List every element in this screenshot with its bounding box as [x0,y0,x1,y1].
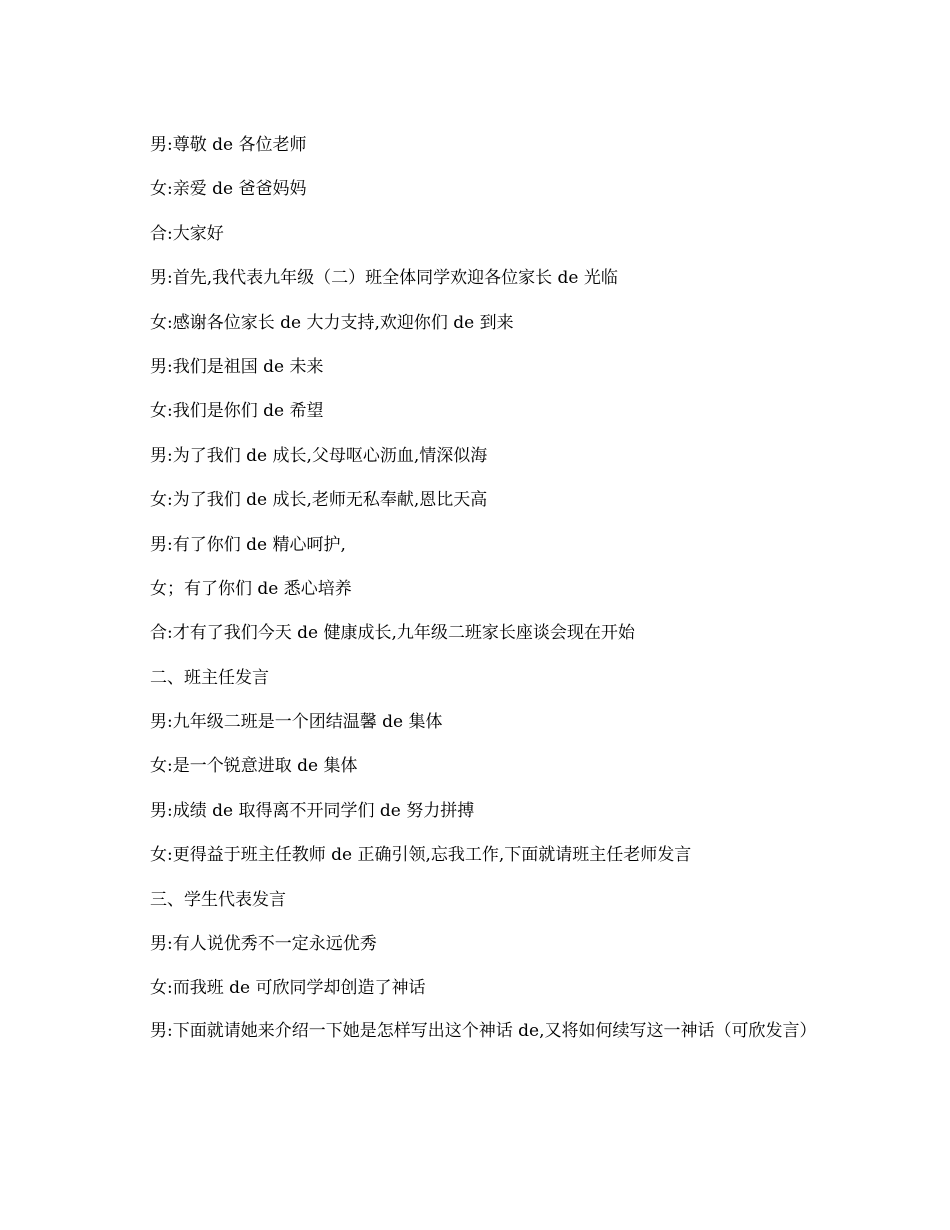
dialogue-paragraph: 男:下面就请她来介绍一下她是怎样写出这个神话 de,又将如何续写这一神话（可欣发言） [150,1020,817,1041]
dialogue-line: 男:为了我们 de 成长,父母呕心沥血,情深似海 [150,445,488,466]
dialogue-line: 男:有了你们 de 精心呵护, [150,534,346,555]
dialogue-line: 女:感谢各位家长 de 大力支持,欢迎你们 de 到来 [150,312,514,333]
dialogue-line: 男:首先,我代表九年级（二）班全体同学欢迎各位家长 de 光临 [150,268,618,289]
dialogue-line: 女:更得益于班主任教师 de 正确引领,忘我工作,下面就请班主任老师发言 [150,845,692,866]
dialogue-line: 合:才有了我们今天 de 健康成长,九年级二班家长座谈会现在开始 [150,623,635,644]
dialogue-line: 男:成绩 de 取得离不开同学们 de 努力拼搏 [150,800,475,821]
dialogue-line: 女:是一个锐意进取 de 集体 [150,756,358,777]
document-body [114,130,836,1044]
section-heading: 二、班主任发言 [150,667,269,688]
dialogue-line: 合:大家好 [150,223,224,244]
dialogue-line: 男:九年级二班是一个团结温馨 de 集体 [150,712,443,733]
section-heading: 三、学生代表发言 [150,889,286,910]
dialogue-line: 男:我们是祖国 de 未来 [150,356,324,377]
dialogue-line: 女:我们是你们 de 希望 [150,401,324,422]
dialogue-line: 女:亲爱 de 爸爸妈妈 [150,179,307,200]
dialogue-line: 女:为了我们 de 成长,老师无私奉献,恩比天高 [150,490,488,511]
dialogue-line: 男:有人说优秀不一定永远优秀 [150,934,377,955]
dialogue-line: 男:尊敬 de 各位老师 [150,135,307,155]
dialogue-line: 女；有了你们 de 悉心培养 [150,578,352,599]
dialogue-line: 女:而我班 de 可欣同学却创造了神话 [150,978,426,999]
